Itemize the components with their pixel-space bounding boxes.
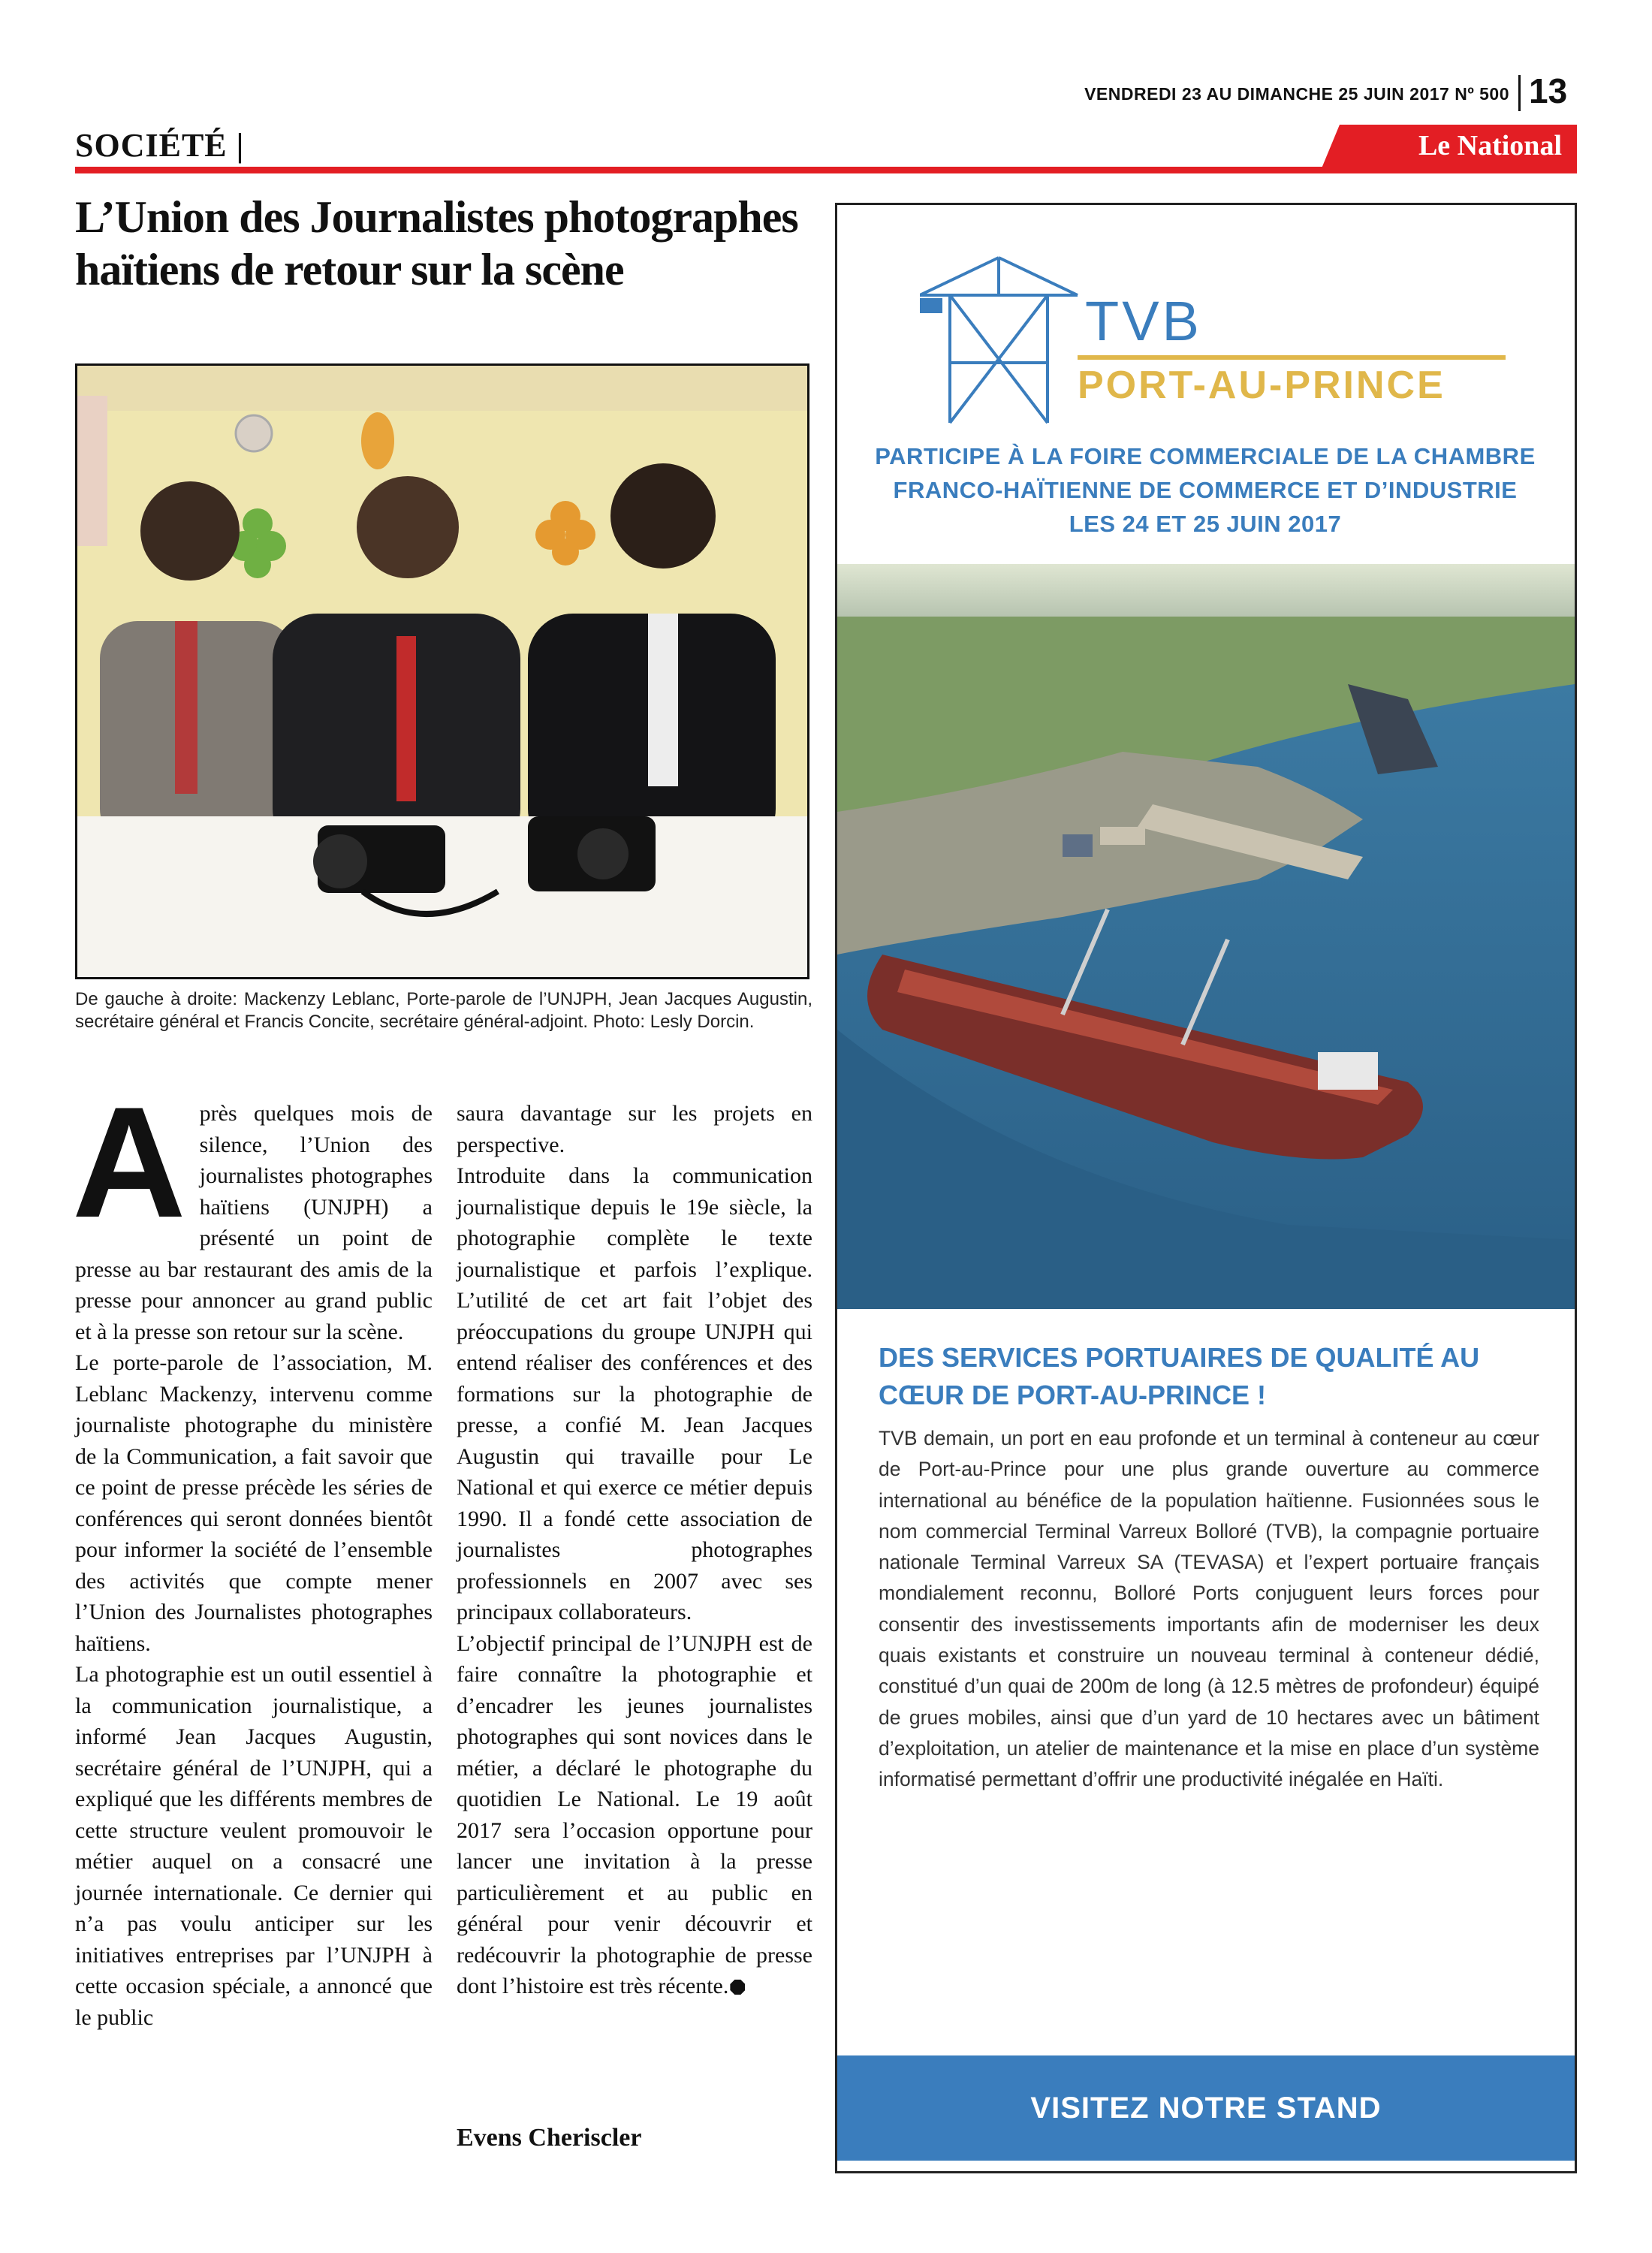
photo-illustration xyxy=(77,366,807,977)
author-byline: Evens Cheriscler xyxy=(457,2124,642,2152)
paragraph-2: Le porte-parole de l’association, M. Leblanc Mackenzy, intervenu comme journaliste photographe du ministère de la Communication, a fait savoir que ce point de presse précède les séries de conférences qui seront données bientôt pour informer la société de l’ensemble des activités que compte mener l’Union des Journalistes photographes haïtiens. xyxy=(75,1350,433,1656)
ad-fair-announcement: PARTICIPE À LA FOIRE COMMERCIALE DE LA CHAMBRE FRANCO-HAÏTIENNE DE COMMERCE ET D’INDUSTRIE LES 24 ET 25 JUIN 2017 xyxy=(875,443,1536,537)
ad-body-text: TVB demain, un port en eau profonde et un terminal à conteneur au cœur de Port-au-Prince pour une plus grande ouverture au commerce international au bénéfice de la population haïtienne. Fusionnées sous le nom commercial Terminal Varreux Bolloré (TVB), la compagnie portuaire nationale Terminal Varreux SA (TEVASA) et l’expert portuaire français mondialement reconnu, Bolloré Ports conjuguent leurs forces pour consentir des investissements importants afin de moderniser les deux quais existants et construire un nouveau terminal à conteneur dédié, constitué d’un quai de 200m de long (à 12.5 mètres de profondeur) équipé de grues mobiles, ainsi que d’un yard de 10 hectares avec un bâtiment d’exploitation, un atelier de maintenance et la mise en place d’un système informatisé permettant d’offrir une productivité inégalée en Haïti. xyxy=(879,1427,1539,1791)
paragraph-3: La photographie est un outil essentiel à la communication journalistique, a informé Jean Jacques Augustin, secrétaire général de l’UNJPH, qui a expliqué que les différents membres de cette structure veulent promouvoir le métier auquel on a consacré une journée internationale. Ce dernier qui n’a pas voulu anticiper sur les initiatives entreprises par l’UNJPH à cette occasion spéciale, a annoncé que le public xyxy=(75,1662,433,2030)
photo-caption: De gauche à droite: Mackenzy Leblanc, Porte-parole de l’UNJPH, Jean Jacques Augustin, secrétaire général et Francis Concite, secrétaire général-adjoint. Photo: Lesly Dorcin. xyxy=(75,989,812,1032)
paragraph-5: Introduite dans la communication journalistique depuis le 19e siècle, la photographie complète le texte journalistique et parfois l’explique. L’utilité de cet art fait l’objet des préoccupations du groupe UNJPH qui entend réaliser des conférences et des formations sur la photographie de presse, a confié M. Jean Jacques Augustin qui travaille pour Le National et qui exerce ce métier depuis 1990. Il a fondé cette association de journalistes photographes professionnels en 2007 avec ses principaux collaborateurs. xyxy=(457,1163,812,1624)
page-number: 13 xyxy=(1529,71,1568,110)
brand-name: Le National xyxy=(1418,130,1562,161)
drop-cap: A xyxy=(72,1074,186,1250)
end-mark-icon xyxy=(730,1980,745,1995)
visit-stand-label: VISITEZ NOTRE STAND xyxy=(1030,2092,1382,2125)
paragraph-1 xyxy=(72,1074,433,1347)
ad-logo-rule xyxy=(1078,355,1506,360)
header-divider xyxy=(1518,75,1521,111)
ad-logo-city: PORT-AU-PRINCE xyxy=(1078,363,1446,407)
ad-headline: DES SERVICES PORTUAIRES DE QUALITÉ AU CŒUR DE PORT-AU-PRINCE ! xyxy=(879,1342,1480,1410)
section-label: SOCIÉTÉ | xyxy=(75,127,245,164)
paragraph-4: saura davantage sur les projets en perspective. xyxy=(457,1101,812,1157)
press-conference-photo xyxy=(75,363,809,979)
tvb-advertisement xyxy=(835,203,1577,2173)
port-aerial-photo xyxy=(837,564,1575,1309)
ad-logo-tvb: TVB xyxy=(1085,290,1202,352)
article-column-2 xyxy=(457,1098,812,2002)
issue-date: VENDREDI 23 AU DIMANCHE 25 JUIN 2017 Nº 500 xyxy=(1084,84,1509,104)
paragraph-6 xyxy=(457,1628,812,2002)
port-illustration xyxy=(837,564,1575,1309)
article-column-1 xyxy=(72,1074,433,2033)
paragraph-6-text: L’objectif principal de l’UNJPH est de faire connaître la photographie et d’encadrer les jeunes journalistes photographes qui sont novices dans le métier, a déclaré le photographe du quotidien Le National. Le 19 août 2017 sera l’occasion opportune pour lancer une invitation à la presse particulièrement et au public en général pour venir découvrir et redécouvrir la photographie de presse dont l’histoire est très récente. xyxy=(457,1630,812,1998)
paragraph-1-text: près quelques mois de silence, l’Union des journalistes photographes haïtiens (UNJPH) a présenté un point de presse au bar restaurant des amis de la presse pour annoncer au grand public et à la presse son retour sur la scène. xyxy=(75,1101,433,1344)
article-headline: L’Union des Journalistes photographes haïtiens de retour sur la scène xyxy=(75,192,798,294)
